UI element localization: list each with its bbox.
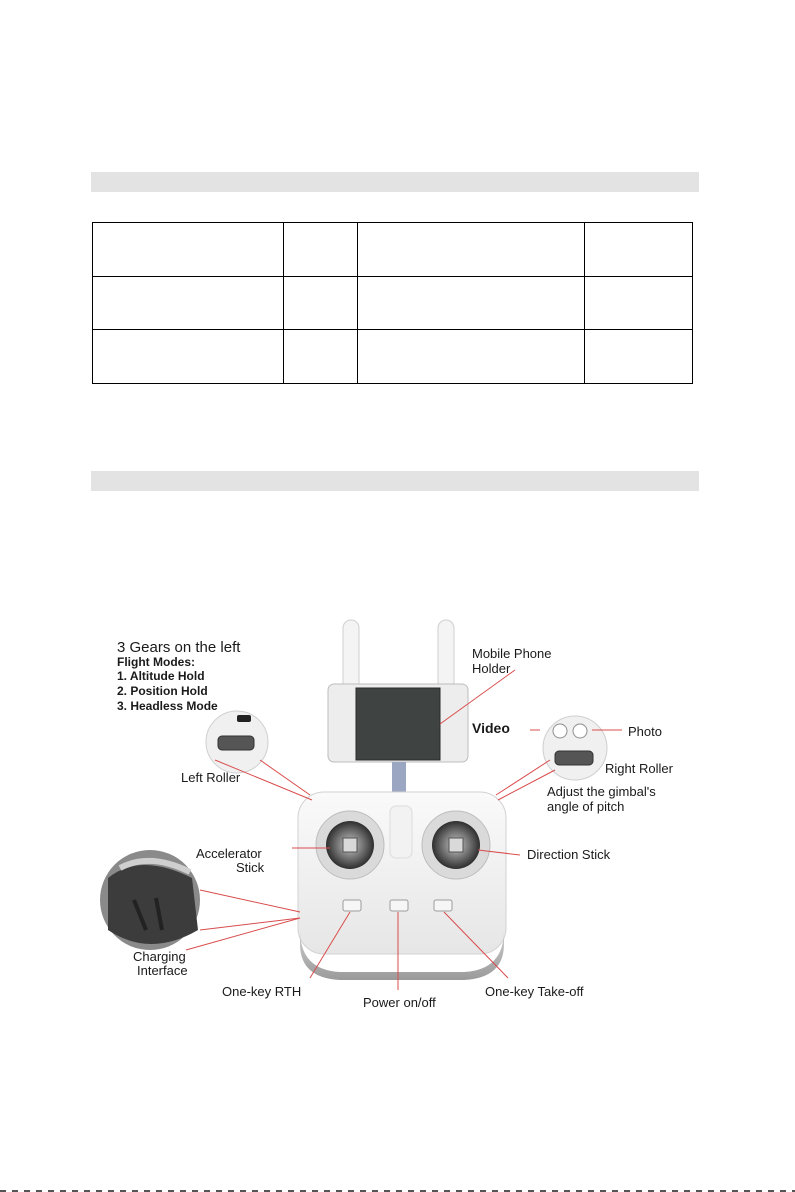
- right-roller-label: Right Roller: [605, 761, 673, 776]
- charging-interface-label-1: Charging: [133, 949, 186, 964]
- table-cell: [284, 223, 358, 277]
- one-key-rth-label: One-key RTH: [222, 984, 302, 999]
- table-cell: [585, 330, 693, 384]
- section-header-bar-2: [91, 471, 699, 491]
- flight-mode-item: 3. Headless Mode: [117, 699, 218, 713]
- gimbal-label-1: Adjust the gimbal's: [547, 784, 656, 799]
- section-header-bar-1: [91, 172, 699, 192]
- mobile-phone-holder-label-1: Mobile Phone: [472, 646, 552, 661]
- table-cell: [93, 223, 284, 277]
- table-cell: [358, 276, 585, 330]
- mobile-phone-holder-label-2: Holder: [472, 661, 511, 676]
- spec-table: [92, 222, 693, 384]
- table-cell: [585, 223, 693, 277]
- direction-stick-label: Direction Stick: [527, 847, 611, 862]
- table-row: [93, 276, 693, 330]
- one-key-takeoff-label: One-key Take-off: [485, 984, 584, 999]
- rth-button-graphic: [343, 900, 361, 911]
- power-label: Power on/off: [363, 995, 436, 1010]
- gears-title: 3 Gears on the left: [117, 639, 241, 656]
- table-cell: [585, 276, 693, 330]
- table-cell: [284, 276, 358, 330]
- table-cell: [93, 330, 284, 384]
- table-cell: [93, 276, 284, 330]
- left-roller-label: Left Roller: [181, 770, 241, 785]
- left-roller-magnifier: [206, 711, 268, 773]
- flight-mode-item: 1. Altitude Hold: [117, 669, 205, 683]
- flight-mode-item: 2. Position Hold: [117, 684, 208, 698]
- charging-interface-label-2: Interface: [137, 963, 188, 978]
- right-roller-magnifier: [543, 716, 607, 780]
- charging-interface-magnifier: [100, 850, 200, 950]
- accelerator-stick-graphic: [316, 811, 384, 879]
- table-row: [93, 223, 693, 277]
- table-cell: [358, 223, 585, 277]
- gimbal-label-2: angle of pitch: [547, 799, 625, 814]
- direction-stick-graphic: [422, 811, 490, 879]
- power-button-graphic: [390, 900, 408, 911]
- accelerator-stick-label-2: Stick: [236, 860, 265, 875]
- mobile-phone-holder: [328, 684, 468, 796]
- video-label: Video: [472, 720, 510, 736]
- photo-label: Photo: [628, 724, 662, 739]
- table-cell: [358, 330, 585, 384]
- table-cell: [284, 330, 358, 384]
- takeoff-button-graphic: [434, 900, 452, 911]
- flight-modes-title: Flight Modes:: [117, 655, 195, 669]
- table-row: [93, 330, 693, 384]
- accelerator-stick-label-1: Accelerator: [196, 846, 262, 861]
